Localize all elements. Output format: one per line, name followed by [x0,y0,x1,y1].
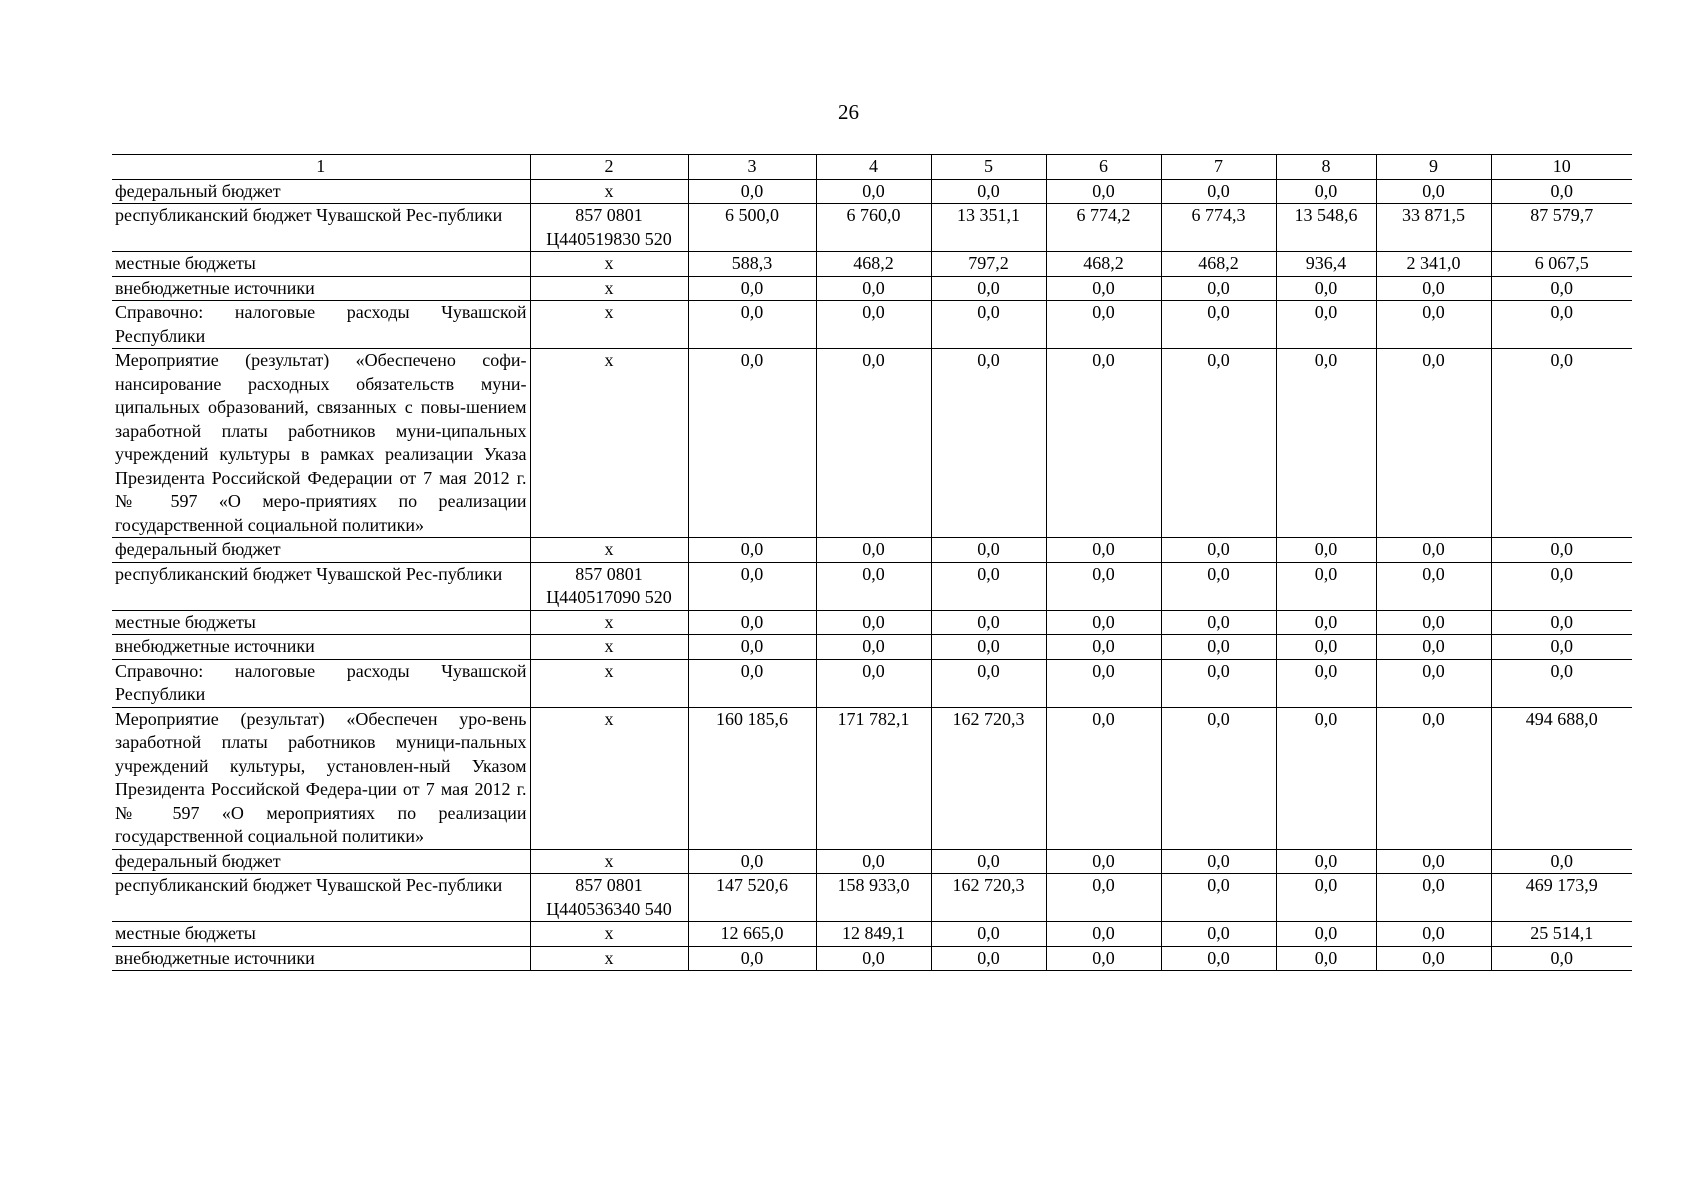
row-label: местные бюджеты [112,610,530,635]
value-cell: 6 760,0 [816,204,931,252]
value-cell: 162 720,3 [931,874,1046,922]
value-cell: 0,0 [1376,635,1491,660]
value-cell: 0,0 [1046,349,1161,538]
value-cell: 0,0 [1276,562,1376,610]
table-row [112,659,1632,707]
budget-code: x [530,659,688,707]
row-label: федеральный бюджет [112,179,530,204]
budget-code: x [530,252,688,277]
table-row [112,849,1632,874]
value-cell: 0,0 [688,179,816,204]
value-cell: 12 849,1 [816,922,931,947]
budget-code: x [530,349,688,538]
column-header: 10 [1491,155,1632,180]
value-cell: 0,0 [1046,849,1161,874]
column-header: 9 [1376,155,1491,180]
table-row [112,204,1632,252]
budget-code: x [530,707,688,849]
row-label: федеральный бюджет [112,538,530,563]
budget-code: x [530,301,688,349]
value-cell: 0,0 [1276,659,1376,707]
value-cell: 0,0 [1161,849,1276,874]
column-header: 5 [931,155,1046,180]
value-cell: 0,0 [1161,874,1276,922]
value-cell: 0,0 [816,349,931,538]
value-cell: 0,0 [1161,349,1276,538]
value-cell: 0,0 [688,301,816,349]
column-header: 1 [112,155,530,180]
column-header: 6 [1046,155,1161,180]
column-header: 4 [816,155,931,180]
value-cell: 0,0 [931,349,1046,538]
value-cell: 0,0 [1491,301,1632,349]
value-cell: 0,0 [1491,635,1632,660]
value-cell: 12 665,0 [688,922,816,947]
value-cell: 0,0 [1276,301,1376,349]
value-cell: 0,0 [1376,874,1491,922]
value-cell: 0,0 [1491,659,1632,707]
table-row [112,635,1632,660]
table-row [112,276,1632,301]
value-cell: 0,0 [1046,874,1161,922]
value-cell: 0,0 [1161,707,1276,849]
value-cell: 0,0 [1376,301,1491,349]
table-row [112,562,1632,610]
value-cell: 0,0 [1376,349,1491,538]
value-cell: 13 548,6 [1276,204,1376,252]
row-label: внебюджетные источники [112,635,530,660]
value-cell: 0,0 [816,849,931,874]
row-label: республиканский бюджет Чувашской Рес-публики [112,874,530,922]
header-row [112,155,1632,180]
value-cell: 0,0 [1491,349,1632,538]
row-label: федеральный бюджет [112,849,530,874]
value-cell: 6 067,5 [1491,252,1632,277]
value-cell: 0,0 [931,562,1046,610]
value-cell: 0,0 [931,538,1046,563]
value-cell: 0,0 [1491,562,1632,610]
table-row [112,538,1632,563]
value-cell: 0,0 [931,610,1046,635]
value-cell: 6 500,0 [688,204,816,252]
budget-code: x [530,635,688,660]
value-cell: 162 720,3 [931,707,1046,849]
value-cell: 0,0 [1161,610,1276,635]
table-row [112,946,1632,971]
column-header: 2 [530,155,688,180]
row-label: местные бюджеты [112,922,530,947]
value-cell: 0,0 [1276,610,1376,635]
value-cell: 0,0 [1491,538,1632,563]
value-cell: 0,0 [1276,635,1376,660]
value-cell: 0,0 [1046,610,1161,635]
value-cell: 0,0 [688,635,816,660]
table-row [112,301,1632,349]
value-cell: 0,0 [1161,635,1276,660]
value-cell: 0,0 [688,276,816,301]
table-row [112,610,1632,635]
row-label: Мероприятие (результат) «Обеспечен уро-вень заработной платы работников муници-пальных учреждений культуры, установлен-ный Указом Президента Российской Федера-ции от 7 мая 2012 г. № 597 «О мероприятиях по реализации государственной социальной политики» [112,707,530,849]
value-cell: 0,0 [1046,562,1161,610]
value-cell: 33 871,5 [1376,204,1491,252]
budget-code: x [530,922,688,947]
value-cell: 0,0 [816,538,931,563]
value-cell: 0,0 [1376,276,1491,301]
value-cell: 160 185,6 [688,707,816,849]
value-cell: 0,0 [1376,179,1491,204]
value-cell: 0,0 [1046,946,1161,971]
value-cell: 0,0 [688,610,816,635]
value-cell: 468,2 [1161,252,1276,277]
value-cell: 0,0 [1046,659,1161,707]
value-cell: 0,0 [931,301,1046,349]
value-cell: 0,0 [1046,276,1161,301]
table-body [112,179,1632,971]
value-cell: 0,0 [1276,538,1376,563]
table-row [112,874,1632,922]
value-cell: 0,0 [1376,610,1491,635]
value-cell: 0,0 [931,946,1046,971]
value-cell: 0,0 [1276,349,1376,538]
value-cell: 0,0 [688,659,816,707]
value-cell: 2 341,0 [1376,252,1491,277]
value-cell: 0,0 [816,610,931,635]
value-cell: 0,0 [688,538,816,563]
value-cell: 0,0 [816,179,931,204]
budget-code: 857 0801 Ц440519830 520 [530,204,688,252]
value-cell: 0,0 [688,849,816,874]
value-cell: 0,0 [816,946,931,971]
value-cell: 171 782,1 [816,707,931,849]
value-cell: 87 579,7 [1491,204,1632,252]
value-cell: 0,0 [688,562,816,610]
value-cell: 797,2 [931,252,1046,277]
row-label: местные бюджеты [112,252,530,277]
value-cell: 25 514,1 [1491,922,1632,947]
page-number: 26 [838,100,859,124]
budget-table [112,154,1632,971]
column-header: 3 [688,155,816,180]
value-cell: 0,0 [1276,922,1376,947]
value-cell: 0,0 [1376,707,1491,849]
value-cell: 0,0 [1491,276,1632,301]
value-cell: 0,0 [1491,610,1632,635]
value-cell: 469 173,9 [1491,874,1632,922]
value-cell: 13 351,1 [931,204,1046,252]
value-cell: 0,0 [688,946,816,971]
row-label: Справочно: налоговые расходы Чувашской Республики [112,659,530,707]
value-cell: 936,4 [1276,252,1376,277]
budget-code: x [530,538,688,563]
value-cell: 6 774,2 [1046,204,1161,252]
column-header: 8 [1276,155,1376,180]
value-cell: 0,0 [1376,922,1491,947]
budget-code: x [530,946,688,971]
value-cell: 0,0 [1046,707,1161,849]
column-header: 7 [1161,155,1276,180]
row-label: республиканский бюджет Чувашской Рес-публики [112,562,530,610]
value-cell: 0,0 [1046,301,1161,349]
value-cell: 0,0 [1491,179,1632,204]
table-row [112,252,1632,277]
value-cell: 588,3 [688,252,816,277]
budget-code: x [530,179,688,204]
budget-code: x [530,610,688,635]
value-cell: 0,0 [1491,849,1632,874]
value-cell: 158 933,0 [816,874,931,922]
value-cell: 0,0 [816,276,931,301]
value-cell: 0,0 [931,849,1046,874]
value-cell: 0,0 [1161,946,1276,971]
table-row [112,349,1632,538]
value-cell: 0,0 [1376,659,1491,707]
value-cell: 0,0 [1376,538,1491,563]
value-cell: 0,0 [816,301,931,349]
value-cell: 468,2 [816,252,931,277]
value-cell: 0,0 [1046,922,1161,947]
budget-code: x [530,276,688,301]
value-cell: 0,0 [1276,849,1376,874]
value-cell: 0,0 [1161,922,1276,947]
value-cell: 0,0 [1376,562,1491,610]
value-cell: 0,0 [1046,635,1161,660]
row-label: республиканский бюджет Чувашской Рес-публики [112,204,530,252]
value-cell: 0,0 [1046,179,1161,204]
value-cell: 0,0 [1376,849,1491,874]
value-cell: 468,2 [1046,252,1161,277]
row-label: внебюджетные источники [112,276,530,301]
value-cell: 0,0 [1376,946,1491,971]
value-cell: 0,0 [931,179,1046,204]
value-cell: 0,0 [931,922,1046,947]
value-cell: 0,0 [816,635,931,660]
value-cell: 0,0 [1161,659,1276,707]
value-cell: 0,0 [1276,276,1376,301]
value-cell: 0,0 [1161,538,1276,563]
value-cell: 0,0 [1276,179,1376,204]
value-cell: 0,0 [1491,946,1632,971]
row-label: Справочно: налоговые расходы Чувашской Республики [112,301,530,349]
value-cell: 0,0 [688,349,816,538]
value-cell: 0,0 [1046,538,1161,563]
value-cell: 0,0 [1276,946,1376,971]
value-cell: 0,0 [931,635,1046,660]
value-cell: 0,0 [931,276,1046,301]
value-cell: 0,0 [1161,179,1276,204]
row-label: Мероприятие (результат) «Обеспечено софи-нансирование расходных обязательств муни-ципальных образований, связанных с повы-шением заработной платы работников муни-ципальных учреждений культуры в рамках реализации Указа Президента Российской Федерации от 7 мая 2012 г. № 597 «О меро-приятиях по реализации государственной социальной политики» [112,349,530,538]
value-cell: 0,0 [931,659,1046,707]
value-cell: 0,0 [1161,276,1276,301]
table-row [112,707,1632,849]
value-cell: 147 520,6 [688,874,816,922]
value-cell: 0,0 [1161,301,1276,349]
budget-code: 857 0801 Ц440536340 540 [530,874,688,922]
value-cell: 0,0 [1276,874,1376,922]
value-cell: 494 688,0 [1491,707,1632,849]
budget-code: 857 0801 Ц440517090 520 [530,562,688,610]
value-cell: 0,0 [1276,707,1376,849]
value-cell: 0,0 [816,562,931,610]
table-row [112,922,1632,947]
value-cell: 0,0 [816,659,931,707]
row-label: внебюджетные источники [112,946,530,971]
table-row [112,179,1632,204]
value-cell: 0,0 [1161,562,1276,610]
value-cell: 6 774,3 [1161,204,1276,252]
budget-code: x [530,849,688,874]
